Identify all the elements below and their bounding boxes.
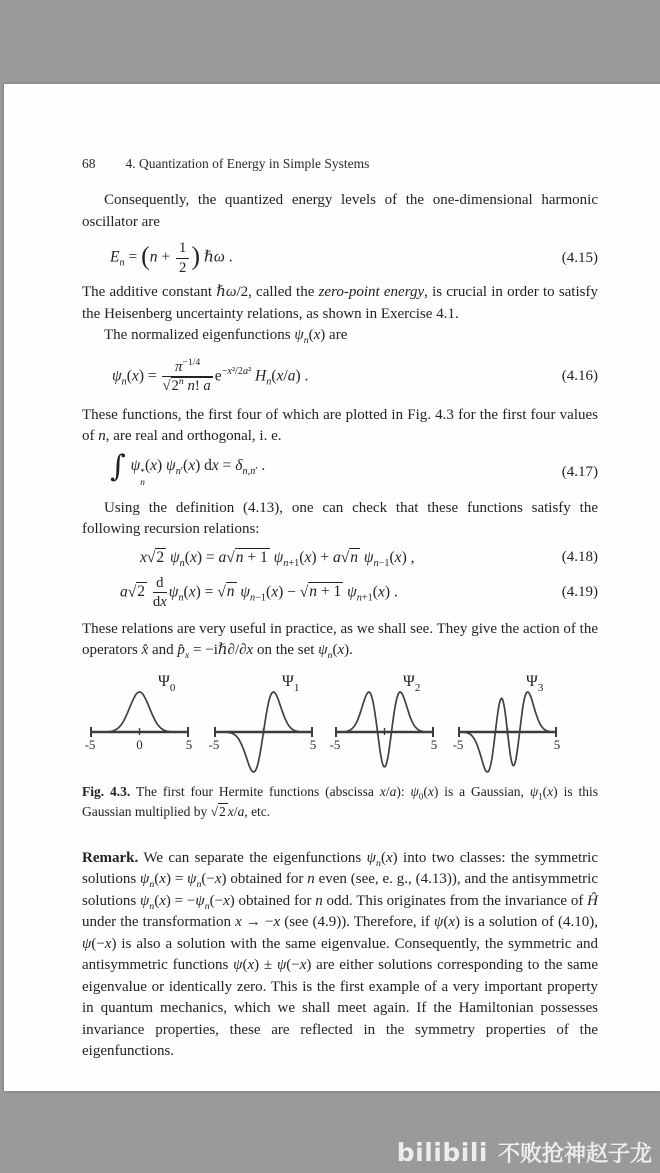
curve-psi1 [214,692,313,772]
equation-4-19-number: (4.19) [561,584,598,600]
psi-label: $\Psi_1$ [282,672,300,694]
figure-panel-psi1 [210,670,318,783]
psi-label: $\Psi_3$ [526,672,544,694]
equation-4-17 [82,448,598,494]
bilibili-logo: bilibili [396,1138,488,1167]
watermark-username: 不败抢神赵子龙 [497,1142,652,1167]
chapter-title: 4. Quantization of Energy in Simple Systems [125,156,370,171]
tick-label: -5 [452,736,464,752]
tick-label: -5 [208,736,220,752]
tick-label: 5 [185,736,193,752]
equation-4-17-body: ∫ ψ * n (x) $\psi_{n'}(x)$ dx = $\delta_{n,n'}$ . [110,448,266,488]
remark-paragraph: Remark. We can separate the eigenfunctions $\psi_n(x)$ into two classes: the symmetric solutions $\psi_n(x) = \psi_n(-x)$ obtained for n even (see, e. g., (4.13)), and the antisymmetric solutions $\psi_n(x) = -\psi_n(-x)$ obtained for n odd. This originates from the invariance of Ĥ under the transformation x → −x (see (4.9)). Therefore, if ψ(x) is a solution of (4.10), ψ(−x) is also a solution with the same eigenvalue. Consequently, the symmetric and antisymmetric functions ψ(x) ± ψ(−x) are either solutions corresponding to the same eigenvalue or identically zero. This is the first example of a very important property in quantum mechanics, which we shall meet again. If the Hamiltonian possesses invariance properties, these are reflected in the symmetry properties of the eigenfunctions. [82,849,598,1059]
paragraph-zero-point: The additive constant ℏω/2, called the zero-point energy, is crucial in order to satisfy the Heisenberg uncertainty relations, as shown in Exercise 4.1. [82,284,598,322]
hermite-plot-psi3 [454,670,562,778]
equation-4-15-body: $E_n = (n$ + $\frac{1}{2}$ ) ℏω . [110,240,233,276]
paragraph-operators: These relations are very useful in practice, as we shall see. They give the action of the operators x̂ and $p̂_x$ = −iℏ∂/∂x on the set $\psi_n(x)$. [82,620,598,661]
curve-psi0 [90,692,189,732]
tick-label: 5 [430,736,438,752]
equation-4-16 [82,351,598,403]
tick-label: 0 [136,736,143,752]
watermark [397,1137,652,1168]
tick-label: -5 [84,736,96,752]
equation-4-19 [82,573,598,613]
paragraph-orthogonal: These functions, the first four of which are plotted in Fig. 4.3 for the first four values of n, are real and orthogonal, i. e. [82,406,598,444]
equation-4-16-body: $\psi_n(x)$ = $\frac{\pi^{-1/4}}{√2^n n! a}$ $e^{-x^2/2a^2}$ $H_n(x/a)$ . [112,356,309,394]
page-number: 68 [82,156,96,171]
book-page [4,84,660,1091]
hermite-plot-psi1 [210,670,318,778]
figure-panel-psi0 [86,670,194,783]
equation-4-15 [82,236,598,280]
paragraph-normalized: The normalized eigenfunctions $\psi_n(x)$ are [104,327,348,346]
equation-4-18-body: x√2 $\psi_n(x) = a√n + 1$ $\psi_{n+1}(x) + a√n$ $\psi_{n-1}(x)$ , [140,548,415,569]
tick-label: -5 [329,736,341,752]
paragraph-recursion: Using the definition (4.13), one can check that these functions satisfy the following recursion relations: [82,499,598,537]
figure-caption: Fig. 4.3. The first four Hermite functions (abscissa x/a): $\psi_0(x)$ is a Gaussian, $\psi_1(x)$ is this Gaussian multiplied by √2 x/a, etc. [82,783,598,819]
equation-4-19-body: a√2 $\frac{d}{dx}$ $\psi_n(x) = √n$ $\psi_{n-1}(x) - √n + 1$ $\psi_{n+1}(x)$ . [120,574,398,610]
page-content [4,156,660,1063]
figure-panel-psi3 [454,670,562,783]
page-header [82,156,598,172]
tick-label: 5 [553,736,561,752]
hermite-plot-psi0 [86,670,194,778]
equation-4-17-number: (4.17) [561,464,598,480]
psi-label: $\Psi_2$ [403,672,421,694]
tick-label: 5 [309,736,317,752]
hermite-plot-psi2 [331,670,439,778]
figure-4-3 [82,670,598,782]
equation-4-18 [82,545,598,571]
psi-label: $\Psi_0$ [158,672,176,694]
paragraph-intro: Consequently, the quantized energy levels of the one-dimensional harmonic oscillator are [82,192,598,230]
equation-4-15-number: (4.15) [561,249,598,266]
figure-panel-psi2 [331,670,439,783]
equation-4-18-number: (4.18) [561,549,598,565]
equation-4-16-number: (4.16) [561,368,598,384]
